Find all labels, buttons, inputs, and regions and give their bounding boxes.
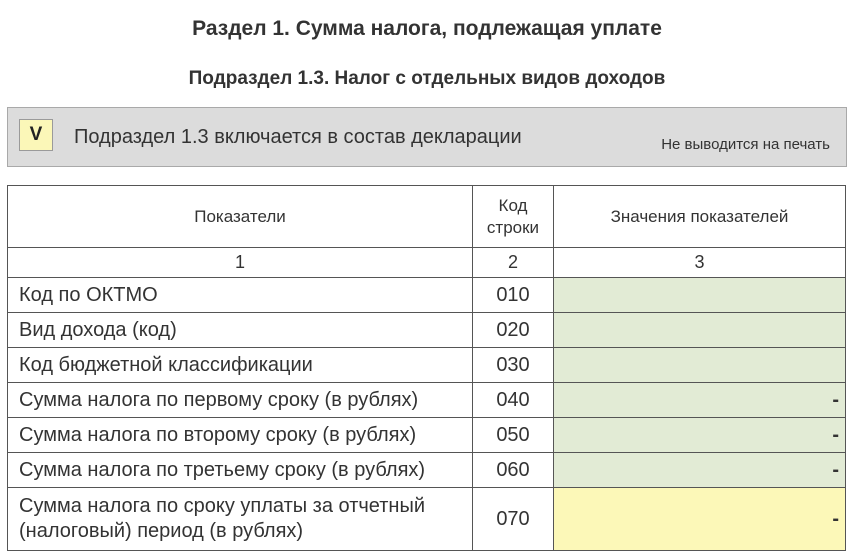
row-label: Сумма налога по первому сроку (в рублях) — [8, 383, 473, 418]
row-label: Сумма налога по сроку уплаты за отчетный (налоговый) период (в рублях) — [8, 488, 473, 551]
include-checkbox[interactable]: V — [19, 119, 53, 151]
indicators-table — [7, 185, 846, 551]
table-row — [8, 418, 846, 453]
table-row — [8, 348, 846, 383]
row-label: Сумма налога по третьему сроку (в рублях) — [8, 453, 473, 488]
row-label: Код бюджетной классификации — [8, 348, 473, 383]
column-numbers-row — [8, 248, 846, 278]
column-number: 3 — [554, 248, 846, 278]
table-row — [8, 453, 846, 488]
value-cell[interactable]: - — [554, 383, 846, 418]
row-code: 030 — [473, 348, 554, 383]
column-header-values: Значения показателей — [554, 186, 846, 248]
include-panel — [7, 107, 847, 167]
table-row — [8, 383, 846, 418]
row-label: Сумма налога по второму сроку (в рублях) — [8, 418, 473, 453]
value-cell[interactable] — [554, 348, 846, 383]
row-code: 050 — [473, 418, 554, 453]
value-cell[interactable] — [554, 278, 846, 313]
section-title: Раздел 1. Сумма налога, подлежащая уплате — [192, 17, 662, 40]
row-label: Вид дохода (код) — [8, 313, 473, 348]
value-cell[interactable]: - — [554, 453, 846, 488]
include-label: Подраздел 1.3 включается в состав декларации — [74, 126, 522, 148]
column-header-indicators: Показатели — [8, 186, 473, 248]
row-code: 020 — [473, 313, 554, 348]
row-code: 060 — [473, 453, 554, 488]
value-cell[interactable]: - — [554, 488, 846, 551]
table-row — [8, 278, 846, 313]
column-header-code: Код строки — [473, 186, 554, 248]
row-code: 040 — [473, 383, 554, 418]
value-cell[interactable] — [554, 313, 846, 348]
subsection-title: Подраздел 1.3. Налог с отдельных видов доходов — [188, 68, 666, 89]
row-code: 010 — [473, 278, 554, 313]
row-code: 070 — [473, 488, 554, 551]
no-print-note: Не выводится на печать — [661, 136, 830, 153]
value-cell[interactable]: - — [554, 418, 846, 453]
table-row — [8, 313, 846, 348]
column-number: 1 — [8, 248, 473, 278]
table-header-row — [8, 186, 846, 248]
row-label: Код по ОКТМО — [8, 278, 473, 313]
table-row — [8, 488, 846, 551]
column-number: 2 — [473, 248, 554, 278]
